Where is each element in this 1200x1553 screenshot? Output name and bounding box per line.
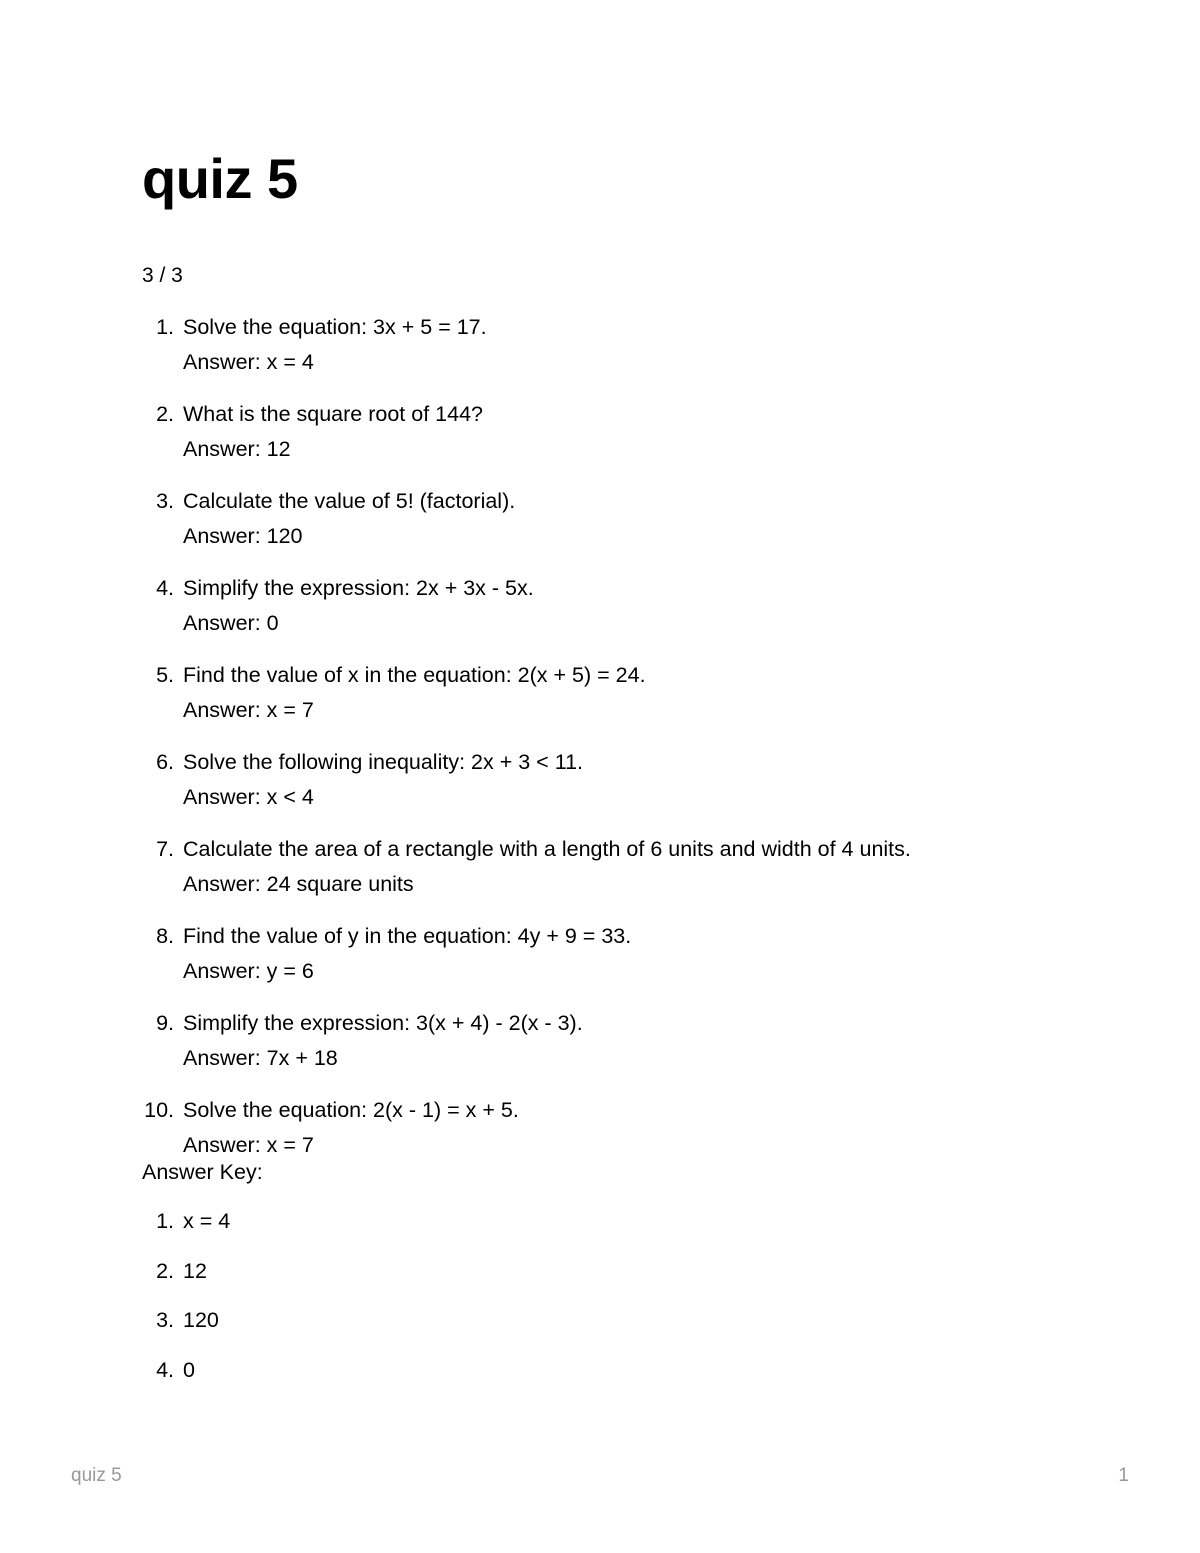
- question-text: Find the value of x in the equation: 2(x + 5) = 24.: [183, 663, 646, 687]
- question-text: Solve the following inequality: 2x + 3 < 11.: [183, 750, 583, 774]
- question-text: What is the square root of 144?: [183, 402, 483, 426]
- answer-text: Answer: 7x + 18: [183, 1046, 338, 1070]
- question-text: Solve the equation: 2(x - 1) = x + 5.: [183, 1098, 519, 1122]
- question-text: Simplify the expression: 2x + 3x - 5x.: [183, 576, 534, 600]
- answer-key-value: x = 4: [183, 1209, 231, 1233]
- answer-text: Answer: x < 4: [183, 785, 314, 809]
- question-item: [0, 919, 1100, 989]
- score-text: 3 / 3: [142, 264, 183, 287]
- answer-text: Answer: x = 4: [183, 350, 314, 374]
- question-number: 1.: [156, 315, 174, 339]
- question-text: Simplify the expression: 3(x + 4) - 2(x - 3).: [183, 1011, 583, 1035]
- question-item: [0, 397, 1100, 467]
- question-number: 5.: [156, 663, 174, 687]
- answer-text: Answer: 24 square units: [183, 872, 414, 896]
- answer-text: Answer: x = 7: [183, 698, 314, 722]
- answer-text: Answer: y = 6: [183, 959, 314, 983]
- question-text: Find the value of y in the equation: 4y + 9 = 33.: [183, 924, 632, 948]
- answer-key-heading: Answer Key:: [142, 1160, 263, 1184]
- question-number: 3.: [156, 489, 174, 513]
- page-title: quiz 5: [142, 147, 298, 210]
- question-item: [0, 745, 1100, 815]
- question-item: [0, 1093, 1100, 1163]
- answer-key-item: [0, 1303, 230, 1353]
- answer-text: Answer: x = 7: [183, 1133, 314, 1157]
- answer-key-number: 2.: [156, 1258, 174, 1283]
- question-list: [0, 310, 1100, 1180]
- answer-key-list: [0, 1204, 230, 1402]
- question-item: [0, 658, 1100, 728]
- answer-key-value: 0: [183, 1357, 195, 1382]
- question-item: [0, 484, 1100, 554]
- question-item: [0, 310, 1100, 380]
- question-text: Solve the equation: 3x + 5 = 17.: [183, 315, 487, 339]
- question-item: [0, 832, 1100, 902]
- answer-key-number: 1.: [156, 1209, 174, 1233]
- answer-key-value: 12: [183, 1258, 207, 1283]
- question-number: 8.: [156, 924, 174, 948]
- question-number: 7.: [156, 837, 174, 861]
- question-number: 2.: [156, 402, 174, 426]
- question-text: Calculate the area of a rectangle with a length of 6 units and width of 4 units.: [183, 837, 911, 861]
- answer-text: Answer: 120: [183, 524, 303, 548]
- answer-key-number: 3.: [156, 1308, 174, 1333]
- answer-text: Answer: 0: [183, 611, 279, 635]
- answer-key-value: 120: [183, 1308, 219, 1333]
- question-number: 4.: [156, 576, 174, 600]
- answer-key-item: [0, 1353, 230, 1403]
- answer-key-item: [0, 1204, 230, 1254]
- answer-key-number: 4.: [156, 1357, 174, 1382]
- question-number: 9.: [156, 1011, 174, 1035]
- question-number: 6.: [156, 750, 174, 774]
- question-text: Calculate the value of 5! (factorial).: [183, 489, 516, 513]
- footer-title: quiz 5: [71, 1465, 122, 1486]
- question-item: [0, 571, 1100, 641]
- question-number: 10.: [144, 1098, 174, 1122]
- question-item: [0, 1006, 1100, 1076]
- page-number: 1: [1118, 1465, 1129, 1486]
- answer-key-item: [0, 1254, 230, 1304]
- answer-text: Answer: 12: [183, 437, 291, 461]
